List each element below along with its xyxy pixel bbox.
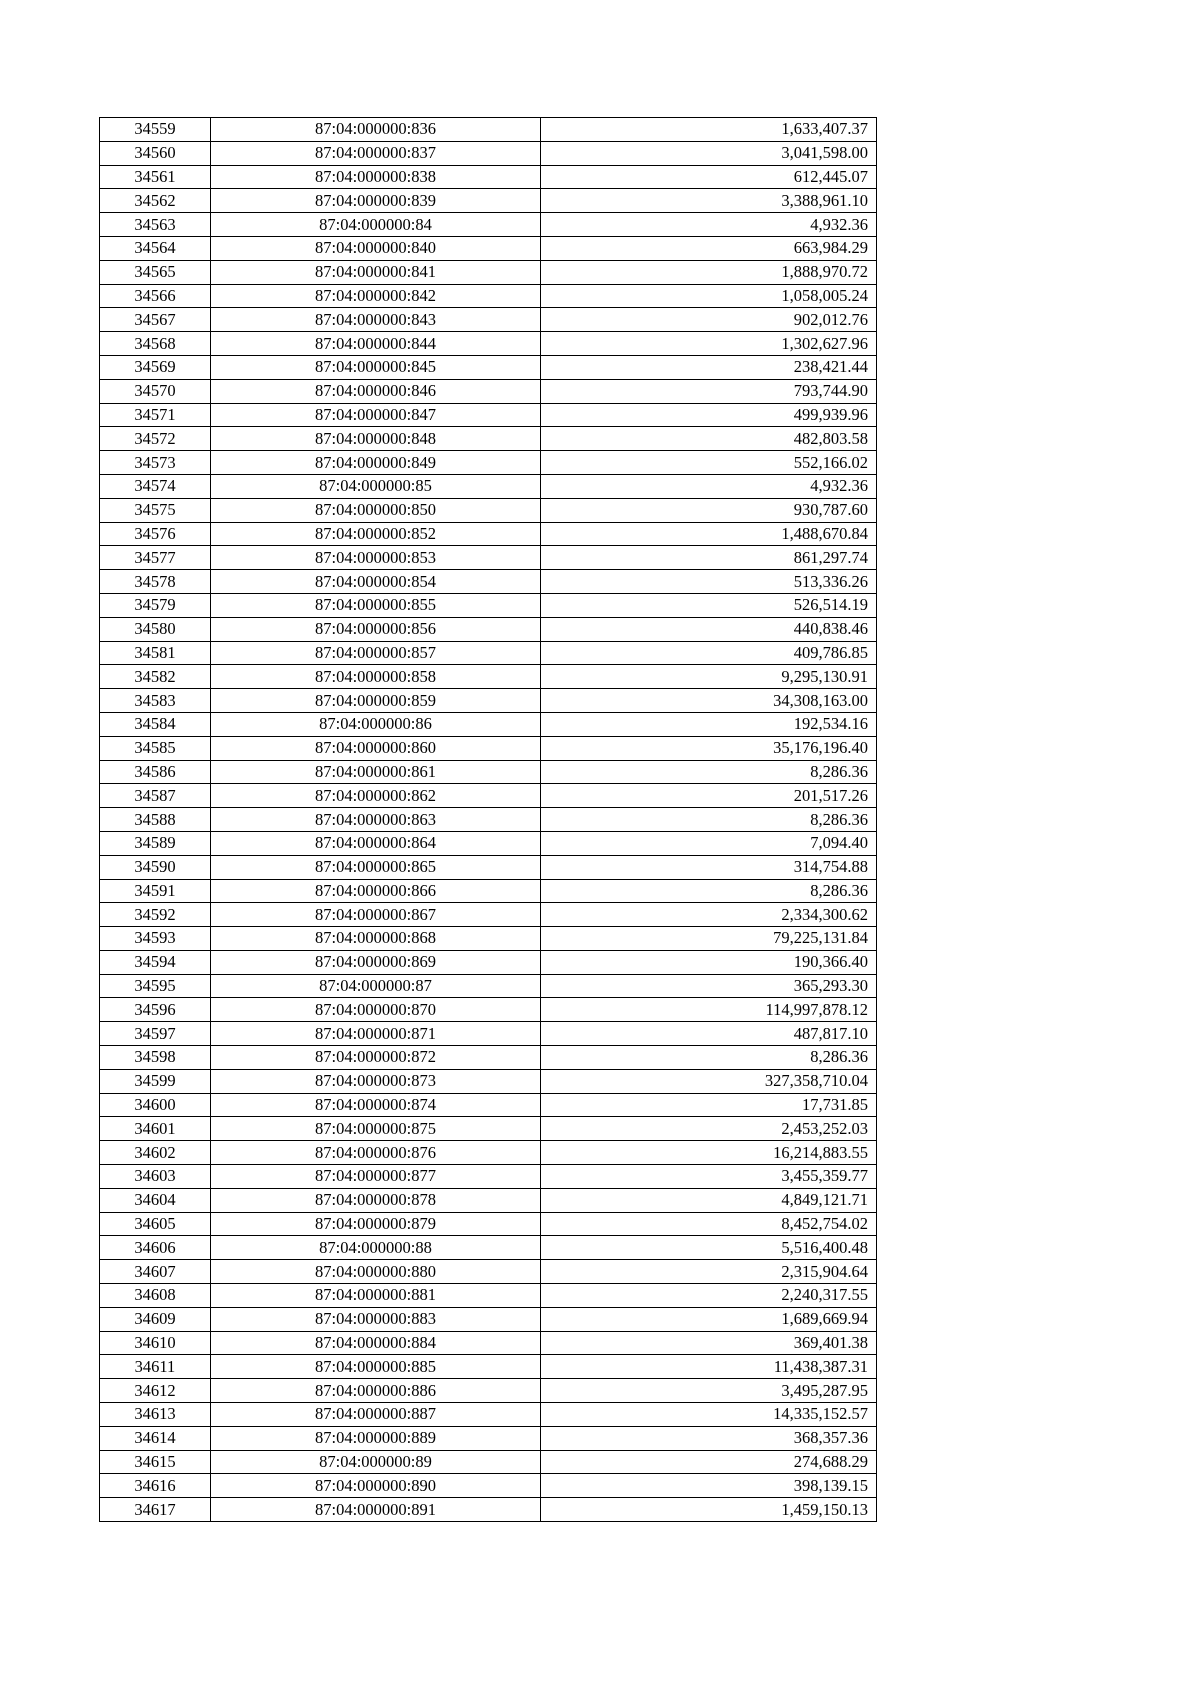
amount-cell: 314,754.88 [541, 855, 877, 879]
table-row [100, 1117, 877, 1141]
table-row [100, 1403, 877, 1427]
row-number-cell: 34610 [100, 1331, 211, 1355]
row-number-cell: 34605 [100, 1212, 211, 1236]
table-row [100, 427, 877, 451]
row-number-cell: 34584 [100, 712, 211, 736]
cadastral-number-cell: 87:04:000000:863 [211, 808, 541, 832]
cadastral-number-cell: 87:04:000000:849 [211, 451, 541, 475]
row-number-cell: 34587 [100, 784, 211, 808]
row-number-cell: 34583 [100, 689, 211, 713]
amount-cell: 8,286.36 [541, 808, 877, 832]
row-number-cell: 34596 [100, 998, 211, 1022]
amount-cell: 2,240,317.55 [541, 1284, 877, 1308]
row-number-cell: 34566 [100, 284, 211, 308]
table-row [100, 1498, 877, 1522]
cadastral-number-cell: 87:04:000000:842 [211, 284, 541, 308]
table-row [100, 1212, 877, 1236]
cadastral-number-cell: 87:04:000000:853 [211, 546, 541, 570]
amount-cell: 4,932.36 [541, 213, 877, 237]
cadastral-number-cell: 87:04:000000:850 [211, 498, 541, 522]
cadastral-number-cell: 87:04:000000:872 [211, 1046, 541, 1070]
cadastral-number-cell: 87:04:000000:868 [211, 927, 541, 951]
amount-cell: 16,214,883.55 [541, 1141, 877, 1165]
row-number-cell: 34576 [100, 522, 211, 546]
cadastral-number-cell: 87:04:000000:874 [211, 1093, 541, 1117]
table-row [100, 1165, 877, 1189]
row-number-cell: 34565 [100, 260, 211, 284]
amount-cell: 2,315,904.64 [541, 1260, 877, 1284]
row-number-cell: 34595 [100, 974, 211, 998]
amount-cell: 5,516,400.48 [541, 1236, 877, 1260]
amount-cell: 440,838.46 [541, 617, 877, 641]
cadastral-number-cell: 87:04:000000:843 [211, 308, 541, 332]
row-number-cell: 34560 [100, 141, 211, 165]
amount-cell: 2,453,252.03 [541, 1117, 877, 1141]
amount-cell: 8,286.36 [541, 760, 877, 784]
row-number-cell: 34577 [100, 546, 211, 570]
row-number-cell: 34581 [100, 641, 211, 665]
amount-cell: 34,308,163.00 [541, 689, 877, 713]
row-number-cell: 34601 [100, 1117, 211, 1141]
amount-cell: 793,744.90 [541, 379, 877, 403]
table-row [100, 1022, 877, 1046]
amount-cell: 369,401.38 [541, 1331, 877, 1355]
table-row [100, 1426, 877, 1450]
table-row [100, 1069, 877, 1093]
amount-cell: 368,357.36 [541, 1426, 877, 1450]
row-number-cell: 34561 [100, 165, 211, 189]
cadastral-number-cell: 87:04:000000:856 [211, 617, 541, 641]
cadastral-number-cell: 87:04:000000:848 [211, 427, 541, 451]
table-row [100, 1331, 877, 1355]
row-number-cell: 34582 [100, 665, 211, 689]
amount-cell: 398,139.15 [541, 1474, 877, 1498]
cadastral-number-cell: 87:04:000000:862 [211, 784, 541, 808]
table-row [100, 1093, 877, 1117]
table-row [100, 593, 877, 617]
table-row [100, 641, 877, 665]
table-row [100, 451, 877, 475]
cadastral-number-cell: 87:04:000000:837 [211, 141, 541, 165]
table-row [100, 1307, 877, 1331]
table-row [100, 1236, 877, 1260]
cadastral-number-cell: 87:04:000000:839 [211, 189, 541, 213]
table-row [100, 236, 877, 260]
table-row [100, 308, 877, 332]
row-number-cell: 34575 [100, 498, 211, 522]
table-row [100, 1284, 877, 1308]
row-number-cell: 34574 [100, 474, 211, 498]
table-row [100, 546, 877, 570]
cadastral-number-cell: 87:04:000000:875 [211, 1117, 541, 1141]
amount-cell: 861,297.74 [541, 546, 877, 570]
amount-cell: 663,984.29 [541, 236, 877, 260]
cadastral-number-cell: 87:04:000000:87 [211, 974, 541, 998]
row-number-cell: 34592 [100, 903, 211, 927]
row-number-cell: 34589 [100, 831, 211, 855]
cadastral-number-cell: 87:04:000000:877 [211, 1165, 541, 1189]
cadastral-number-cell: 87:04:000000:887 [211, 1403, 541, 1427]
row-number-cell: 34602 [100, 1141, 211, 1165]
table-row [100, 1141, 877, 1165]
row-number-cell: 34609 [100, 1307, 211, 1331]
row-number-cell: 34590 [100, 855, 211, 879]
row-number-cell: 34567 [100, 308, 211, 332]
table-row [100, 760, 877, 784]
amount-cell: 1,488,670.84 [541, 522, 877, 546]
table-row [100, 831, 877, 855]
row-number-cell: 34588 [100, 808, 211, 832]
cadastral-number-cell: 87:04:000000:869 [211, 950, 541, 974]
cadastral-value-table [99, 117, 877, 1522]
row-number-cell: 34617 [100, 1498, 211, 1522]
table-row [100, 498, 877, 522]
table-row [100, 927, 877, 951]
cadastral-number-cell: 87:04:000000:855 [211, 593, 541, 617]
amount-cell: 1,689,669.94 [541, 1307, 877, 1331]
amount-cell: 114,997,878.12 [541, 998, 877, 1022]
row-number-cell: 34599 [100, 1069, 211, 1093]
table-row [100, 784, 877, 808]
row-number-cell: 34593 [100, 927, 211, 951]
cadastral-number-cell: 87:04:000000:884 [211, 1331, 541, 1355]
row-number-cell: 34591 [100, 879, 211, 903]
table-row [100, 617, 877, 641]
row-number-cell: 34614 [100, 1426, 211, 1450]
row-number-cell: 34594 [100, 950, 211, 974]
cadastral-number-cell: 87:04:000000:836 [211, 118, 541, 142]
cadastral-number-cell: 87:04:000000:864 [211, 831, 541, 855]
row-number-cell: 34586 [100, 760, 211, 784]
row-number-cell: 34570 [100, 379, 211, 403]
cadastral-number-cell: 87:04:000000:867 [211, 903, 541, 927]
cadastral-number-cell: 87:04:000000:847 [211, 403, 541, 427]
row-number-cell: 34573 [100, 451, 211, 475]
cadastral-number-cell: 87:04:000000:883 [211, 1307, 541, 1331]
table-row [100, 736, 877, 760]
row-number-cell: 34564 [100, 236, 211, 260]
row-number-cell: 34613 [100, 1403, 211, 1427]
table-row [100, 332, 877, 356]
table-row [100, 165, 877, 189]
table-row [100, 570, 877, 594]
table-row [100, 974, 877, 998]
table-row [100, 141, 877, 165]
row-number-cell: 34608 [100, 1284, 211, 1308]
cadastral-number-cell: 87:04:000000:878 [211, 1188, 541, 1212]
row-number-cell: 34580 [100, 617, 211, 641]
row-number-cell: 34578 [100, 570, 211, 594]
table-row [100, 189, 877, 213]
row-number-cell: 34604 [100, 1188, 211, 1212]
amount-cell: 4,849,121.71 [541, 1188, 877, 1212]
table-row [100, 1379, 877, 1403]
cadastral-number-cell: 87:04:000000:88 [211, 1236, 541, 1260]
table-row [100, 665, 877, 689]
table-row [100, 1046, 877, 1070]
row-number-cell: 34616 [100, 1474, 211, 1498]
row-number-cell: 34559 [100, 118, 211, 142]
amount-cell: 190,366.40 [541, 950, 877, 974]
table-row [100, 903, 877, 927]
amount-cell: 35,176,196.40 [541, 736, 877, 760]
table-row [100, 118, 877, 142]
cadastral-number-cell: 87:04:000000:89 [211, 1450, 541, 1474]
table-row [100, 879, 877, 903]
cadastral-number-cell: 87:04:000000:866 [211, 879, 541, 903]
cadastral-number-cell: 87:04:000000:881 [211, 1284, 541, 1308]
row-number-cell: 34598 [100, 1046, 211, 1070]
cadastral-number-cell: 87:04:000000:84 [211, 213, 541, 237]
row-number-cell: 34603 [100, 1165, 211, 1189]
amount-cell: 902,012.76 [541, 308, 877, 332]
table-row [100, 403, 877, 427]
table-row [100, 1355, 877, 1379]
table-row [100, 689, 877, 713]
row-number-cell: 34569 [100, 355, 211, 379]
table-row [100, 1188, 877, 1212]
table-row [100, 213, 877, 237]
amount-cell: 4,932.36 [541, 474, 877, 498]
row-number-cell: 34611 [100, 1355, 211, 1379]
amount-cell: 552,166.02 [541, 451, 877, 475]
cadastral-number-cell: 87:04:000000:85 [211, 474, 541, 498]
cadastral-number-cell: 87:04:000000:857 [211, 641, 541, 665]
cadastral-number-cell: 87:04:000000:890 [211, 1474, 541, 1498]
cadastral-number-cell: 87:04:000000:858 [211, 665, 541, 689]
amount-cell: 201,517.26 [541, 784, 877, 808]
amount-cell: 79,225,131.84 [541, 927, 877, 951]
row-number-cell: 34607 [100, 1260, 211, 1284]
cadastral-number-cell: 87:04:000000:838 [211, 165, 541, 189]
cadastral-number-cell: 87:04:000000:885 [211, 1355, 541, 1379]
amount-cell: 487,817.10 [541, 1022, 877, 1046]
cadastral-number-cell: 87:04:000000:871 [211, 1022, 541, 1046]
row-number-cell: 34579 [100, 593, 211, 617]
table-row [100, 260, 877, 284]
row-number-cell: 34597 [100, 1022, 211, 1046]
table-row [100, 1474, 877, 1498]
amount-cell: 2,334,300.62 [541, 903, 877, 927]
row-number-cell: 34571 [100, 403, 211, 427]
cadastral-number-cell: 87:04:000000:870 [211, 998, 541, 1022]
cadastral-number-cell: 87:04:000000:865 [211, 855, 541, 879]
amount-cell: 1,459,150.13 [541, 1498, 877, 1522]
table-row [100, 1450, 877, 1474]
amount-cell: 7,094.40 [541, 831, 877, 855]
amount-cell: 1,302,627.96 [541, 332, 877, 356]
cadastral-number-cell: 87:04:000000:845 [211, 355, 541, 379]
amount-cell: 482,803.58 [541, 427, 877, 451]
row-number-cell: 34568 [100, 332, 211, 356]
row-number-cell: 34572 [100, 427, 211, 451]
row-number-cell: 34606 [100, 1236, 211, 1260]
cadastral-number-cell: 87:04:000000:840 [211, 236, 541, 260]
cadastral-number-cell: 87:04:000000:860 [211, 736, 541, 760]
row-number-cell: 34563 [100, 213, 211, 237]
table-row [100, 284, 877, 308]
cadastral-number-cell: 87:04:000000:891 [211, 1498, 541, 1522]
cadastral-number-cell: 87:04:000000:861 [211, 760, 541, 784]
amount-cell: 274,688.29 [541, 1450, 877, 1474]
amount-cell: 1,888,970.72 [541, 260, 877, 284]
amount-cell: 8,452,754.02 [541, 1212, 877, 1236]
cadastral-number-cell: 87:04:000000:886 [211, 1379, 541, 1403]
cadastral-number-cell: 87:04:000000:879 [211, 1212, 541, 1236]
cadastral-number-cell: 87:04:000000:859 [211, 689, 541, 713]
amount-cell: 192,534.16 [541, 712, 877, 736]
cadastral-number-cell: 87:04:000000:86 [211, 712, 541, 736]
amount-cell: 3,388,961.10 [541, 189, 877, 213]
amount-cell: 526,514.19 [541, 593, 877, 617]
amount-cell: 930,787.60 [541, 498, 877, 522]
row-number-cell: 34562 [100, 189, 211, 213]
cadastral-number-cell: 87:04:000000:876 [211, 1141, 541, 1165]
amount-cell: 11,438,387.31 [541, 1355, 877, 1379]
table-row [100, 855, 877, 879]
amount-cell: 513,336.26 [541, 570, 877, 594]
amount-cell: 612,445.07 [541, 165, 877, 189]
cadastral-number-cell: 87:04:000000:889 [211, 1426, 541, 1450]
amount-cell: 8,286.36 [541, 879, 877, 903]
cadastral-number-cell: 87:04:000000:854 [211, 570, 541, 594]
table-row [100, 808, 877, 832]
cadastral-number-cell: 87:04:000000:873 [211, 1069, 541, 1093]
amount-cell: 3,455,359.77 [541, 1165, 877, 1189]
amount-cell: 327,358,710.04 [541, 1069, 877, 1093]
table-row [100, 474, 877, 498]
table-row [100, 712, 877, 736]
amount-cell: 409,786.85 [541, 641, 877, 665]
table-row [100, 379, 877, 403]
row-number-cell: 34600 [100, 1093, 211, 1117]
row-number-cell: 34615 [100, 1450, 211, 1474]
cadastral-number-cell: 87:04:000000:852 [211, 522, 541, 546]
amount-cell: 14,335,152.57 [541, 1403, 877, 1427]
row-number-cell: 34585 [100, 736, 211, 760]
table-body [100, 118, 877, 1522]
table-row [100, 950, 877, 974]
amount-cell: 9,295,130.91 [541, 665, 877, 689]
amount-cell: 17,731.85 [541, 1093, 877, 1117]
amount-cell: 238,421.44 [541, 355, 877, 379]
row-number-cell: 34612 [100, 1379, 211, 1403]
table-row [100, 355, 877, 379]
amount-cell: 1,058,005.24 [541, 284, 877, 308]
amount-cell: 499,939.96 [541, 403, 877, 427]
table-row [100, 522, 877, 546]
amount-cell: 1,633,407.37 [541, 118, 877, 142]
amount-cell: 3,495,287.95 [541, 1379, 877, 1403]
cadastral-number-cell: 87:04:000000:880 [211, 1260, 541, 1284]
cadastral-number-cell: 87:04:000000:846 [211, 379, 541, 403]
table-row [100, 998, 877, 1022]
cadastral-number-cell: 87:04:000000:844 [211, 332, 541, 356]
amount-cell: 3,041,598.00 [541, 141, 877, 165]
amount-cell: 8,286.36 [541, 1046, 877, 1070]
cadastral-number-cell: 87:04:000000:841 [211, 260, 541, 284]
amount-cell: 365,293.30 [541, 974, 877, 998]
table-row [100, 1260, 877, 1284]
